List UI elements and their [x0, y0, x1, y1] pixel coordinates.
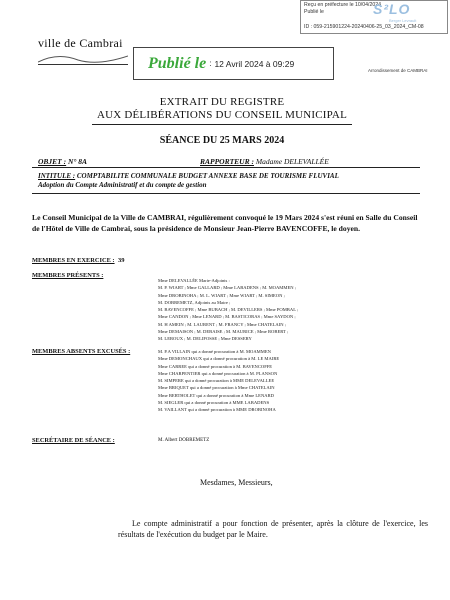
- publication-stamp: [133, 47, 334, 80]
- list-item: Mme BRIQUET qui a donné procuration à Mme CHATELAIN: [158, 385, 275, 391]
- list-item: M. VAILLANT qui a donné procuration à MME DROBINOHA: [158, 407, 276, 413]
- body-paragraph: Le compte administratif a pour fonction de présenter, après la clôture de l'exercice, les résultats de l'exécution du budget par le Maire.: [118, 519, 428, 539]
- logo-underline: [38, 64, 128, 65]
- objet-value: N° 8A: [68, 157, 88, 166]
- extract-heading-line-1: EXTRAIT DU REGISTRE: [159, 96, 285, 108]
- prefecture-stamp: [300, 0, 448, 34]
- objet-field: [38, 157, 87, 166]
- members-absent-label: MEMBRES ABSENTS EXCUSÉS :: [32, 348, 131, 355]
- members-present-label: MEMBRES PRÉSENTS :: [32, 272, 104, 279]
- list-item: Mme DROBINOHA ; M. L. WIART ; Mme WIART ; M. SIMEON ;: [158, 292, 285, 298]
- list-item: M. LEROUX ; M. DELIFOSSE ; Mme DESSERY: [158, 336, 252, 342]
- list-item: Mme CANDON ; Mme LENARD ; M. BASTICORAS ; Mme SAYDON ;: [158, 314, 296, 320]
- extract-heading-line-2: AUX DÉLIBÉRATIONS DU CONSEIL MUNICIPAL: [96, 109, 347, 121]
- intitule-field: [38, 172, 418, 190]
- list-item: Mme CHARPENTIER qui a donné procuration à M. PLANSON: [158, 370, 278, 376]
- list-item: M. DOBREMETZ, Adjoints au Maire ;: [158, 299, 231, 305]
- members-in-office-label: MEMBRES EN EXERCICE :: [32, 257, 115, 264]
- list-item: Mme DEMONCHAUX qui a donné procuration à M. LE MAIRE: [158, 356, 280, 362]
- intitule-value: COMPTABILITE COMMUNALE BUDGET ANNEXE BASE DE TOURISME FLUVIAL: [76, 172, 339, 180]
- secretary-label: SECRÉTAIRE DE SÉANCE :: [32, 437, 115, 444]
- list-item: M. P. WIART ; Mme GALLARD ; Mme LABADENS ; M. MOAMMEN ;: [158, 285, 297, 291]
- slo-logo-subtitle: Berger Levrault: [389, 18, 417, 23]
- arrondissement-label: Arrondissement de CAMBRAI: [368, 68, 428, 73]
- intitule-label: INTITULE :: [38, 172, 76, 180]
- list-item: Mme DEMAISON ; M. DEBAISE ; M. MAURICE ; Mme ROBERT ;: [158, 329, 289, 335]
- list-item: M. SIEGLER qui a donné procuration à MME LABADENS: [158, 400, 270, 406]
- members-absent-list: [158, 348, 418, 414]
- publie-separator: :: [209, 59, 212, 68]
- convocation-paragraph: Le Conseil Municipal de la Ville de CAMBRAI, régulièrement convoqué le 19 Mars 2024 s'est réuni en Salle du Conseil de l'Hôtel de Ville de Cambrai, sous la présidence de Monsieur Jean-Pierre BAVENCOFFE, le doyen.: [32, 213, 418, 233]
- intitule-divider: [32, 193, 420, 194]
- members-present-list: [158, 277, 418, 343]
- session-date: SÉANCE DU 25 MARS 2024: [159, 135, 285, 146]
- publie-date: 12 Avril 2024 à 09:29: [214, 58, 295, 69]
- city-logo-icon: [38, 48, 128, 64]
- stamp-line-published: Publié le: [304, 9, 324, 15]
- rapporteur-value: Madame DELEVALLÉE: [255, 157, 329, 166]
- list-item: Mme CARREE qui a donné procuration à M. BAVENCOFFE: [158, 363, 273, 369]
- city-logo-text: ville de Cambrai: [38, 36, 123, 50]
- members-in-office-count: 39: [118, 257, 125, 264]
- list-item: M. P.A VILLAIN qui a donné procuration à M. MOAMMEN: [158, 349, 271, 354]
- rapporteur-label: RAPPORTEUR :: [200, 157, 254, 166]
- rapporteur-field: [200, 157, 329, 166]
- list-item: M. BAVENCOFFE ; Mme BUBACH ; M. DEVILLERS ; Mme POMBAL ;: [158, 307, 299, 313]
- slo-logo: S²LO: [373, 1, 411, 17]
- stamp-line-id: ID : 059-215901224-20240406-25_03_2024_CM-08: [304, 24, 424, 30]
- objet-divider: [32, 167, 420, 168]
- stamp-line-received: Reçu en préfecture le 10/04/2024: [304, 2, 382, 8]
- greeting: Mesdames, Messieurs,: [200, 478, 273, 487]
- list-item: Mme BERTHOLET qui a donné procuration à Mme LENARD: [158, 392, 274, 398]
- extract-heading: [92, 96, 352, 122]
- heading-divider: [92, 124, 352, 125]
- list-item: Mme DELEVALLÉE Marie-Adjoints :: [158, 278, 230, 283]
- secretary-name: M. Albert DOBREMETZ: [158, 438, 210, 443]
- list-item: M. H AMEIN ; M. LAURENT ; M. FRANCY ; Mme CHATELAIN ;: [158, 321, 286, 327]
- objet-label: OBJET :: [38, 157, 67, 166]
- list-item: M. SIMPERE qui a donné procuration à MME DELEVALLEE: [158, 378, 275, 384]
- publie-label: Publié le: [148, 54, 207, 72]
- intitule-subtitle: Adoption du Compte Administratif et du compte de gestion: [38, 181, 207, 189]
